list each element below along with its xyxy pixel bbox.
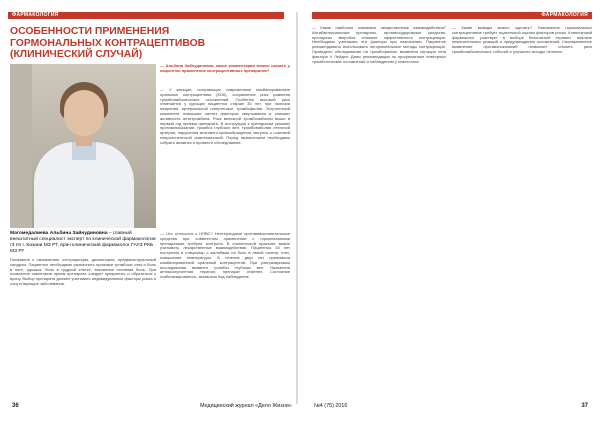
page-number-left: 36: [12, 403, 19, 409]
title-line-1: ОСОБЕННОСТИ ПРИМЕНЕНИЯ: [10, 26, 170, 37]
body-text-col4: — Какие выводы можно сделать? Назначение гормональных контрацептивов требует тщательной оценки факторов риска. Клинический фармаколог участвует в выборе безопасной терапии, анализе нежелательных реакций и предупреждении осложнений. Своевременное выявление противопоказаний позволяет снизить риск тромбоэмболических событий и улучшить исходы лечения.: [452, 26, 592, 54]
body-text-col1: — У женщин, получающих современные комбинированные оральные контрацептивы (КОК), сохраняется риск развития тромбоэмболических осложнений. Особенно высокий риск отмечается у курящих пациенток старше 35 лет, при наличии ожирения, артериальной гипертензии, тромбофилии. Эстрогенный компонент повышает синтез факторов свертывания и снижает активность антитромбина. Риск венозной тромбоэмболии выше в первый год приема препарата. В инструкции к препаратам указаны противопоказания: тромбоз глубоких вен, тромбоэмболия легочной артерии, нарушения мозгового кровообращения, мигрень с очаговой неврологической симптоматикой. Перед назначением необходимо собрать анамнез и провести обследование.: [160, 88, 290, 145]
author-role: – главный внештатный специалист эксперт по клинической фармакологии г3 пп г. Казани МЗ РТ, врач клинический фармаколог ГАУЗ РКБ МЗ РТ: [10, 231, 156, 254]
title-line-2: ГОРМОНАЛЬНЫХ КОНТРАЦЕПТИВОВ: [10, 37, 206, 49]
author-photo: [10, 64, 156, 228]
journal-name: Медицинский журнал «Дело Жизни»: [200, 403, 292, 409]
photo-caption: [10, 231, 156, 255]
author-name: Магомедалиева Альбина Зайнудиновна: [10, 231, 108, 236]
interview-question: — Альбина Зайнудиновна, какие комментарии можно сказать у пациентки применение контрацептивных препаратов?: [160, 64, 290, 73]
body-text-col3: — Какие наиболее значимые лекарственные взаимодействия? Антибактериальные препараты, противосудорожные средства, препараты зверобоя снижают эффективность контрацепции. Необходимо учитывать эти факторы при назначении. Пациентке рекомендовано использовать негормональные методы контрацепции. Проведено обследование на тромбофилию: выявлена мутация гена фактора V Лейден. Даны рекомендации по профилактике повторных тромботических осложнений и наблюдению у гематолога.: [312, 26, 446, 64]
issue-number: №4 (75) 2016: [314, 403, 348, 409]
title-line-3: (КЛИНИЧЕСКИЙ СЛУЧАЙ): [10, 49, 143, 61]
page-gutter: [296, 12, 298, 404]
article-title: [10, 26, 280, 61]
section-label-left: ФАРМАКОЛОГИЯ: [12, 12, 59, 18]
section-label-right: ФАРМАКОЛОГИЯ: [541, 12, 588, 18]
body-text-col1b: Показания к назначению: контрацепция, дисменорея, предменструальный синдром. Пациентке необходимо разъяснить признаки тромбоза: отек и боль в ноге, одышка, боль в грудной клетке, внезапная головная боль. При появлении симптомов прием препарата следует прекратить и обратиться к врачу. Выбор препарата должен учитывать индивидуальные факторы риска и сопутствующие заболевания.: [10, 258, 156, 286]
body-text-col2: — Что относится к НПВС? Нестероидные противовоспалительные средства при совместном применении с гормональными препаратами требуют контроля. В клинической практике важно учитывать лекарственные взаимодействия. Пациентка 34 лет поступила в стационар с жалобами на боль в левой голени, отек, повышение температуры. В течение двух лет принимала комбинированный оральный контрацептив. При ультразвуковом исследовании выявлен тромбоз глубоких вен. Назначена антикоагулянтная терапия, препарат отменен. Состояние стабилизировалось, выписана под наблюдение.: [160, 232, 290, 280]
page-number-right: 37: [581, 403, 588, 409]
